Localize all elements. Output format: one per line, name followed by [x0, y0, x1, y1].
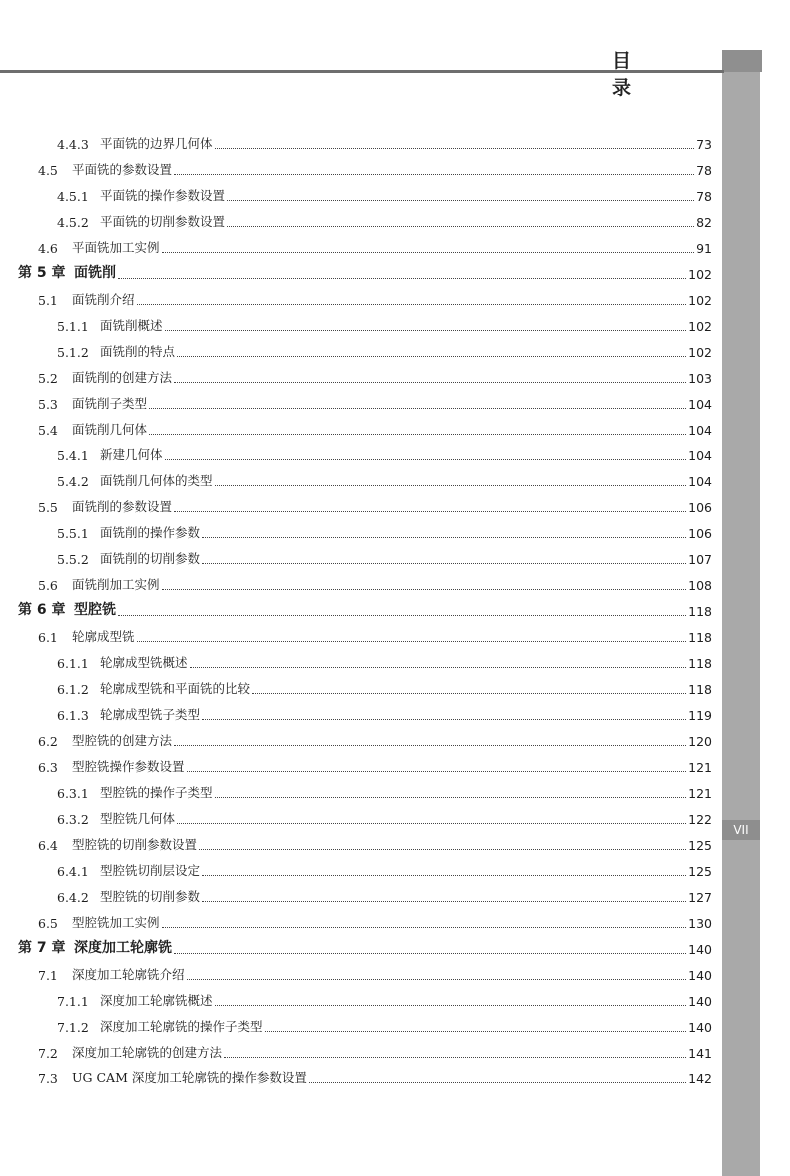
dot-leader: [174, 953, 686, 954]
toc-entry[interactable]: [0, 126, 712, 152]
toc-entry-title: 面铣削加工实例: [72, 577, 160, 593]
toc-entry-page: 106: [688, 500, 712, 516]
toc-entry[interactable]: [0, 619, 712, 645]
toc-entry[interactable]: [0, 334, 712, 360]
toc-entry-title: 轮廓成型铣子类型: [100, 707, 201, 723]
toc-entry-page: 91: [696, 240, 712, 256]
toc-entry-page: 102: [688, 344, 712, 360]
toc-entry-page: 140: [688, 1019, 712, 1035]
toc-entry-number: 5.6: [38, 578, 58, 594]
toc-entry-title: 面铣削子类型: [72, 395, 148, 411]
toc-entry-page: 121: [688, 785, 712, 801]
toc-entry-page: 140: [688, 967, 712, 983]
toc-entry-page: 119: [688, 708, 712, 724]
toc-entry-number: 第 5 章: [18, 264, 66, 281]
toc-entry[interactable]: [0, 438, 712, 464]
dot-leader: [137, 641, 687, 642]
toc-entry-page: 78: [696, 188, 712, 204]
dot-leader: [174, 382, 686, 383]
toc-entry-title: 面铣削几何体: [72, 421, 148, 437]
toc-entry[interactable]: [0, 541, 712, 567]
table-of-contents: [0, 126, 712, 1086]
dot-leader: [215, 797, 687, 798]
dot-leader: [215, 1005, 687, 1006]
toc-entry-number: 第 7 章: [18, 939, 66, 956]
toc-entry-page: 103: [688, 370, 712, 386]
dot-leader: [202, 537, 686, 538]
toc-entry-page: 118: [688, 656, 712, 672]
toc-entry-title: 轮廓成型铣概述: [100, 655, 188, 671]
toc-entry-page: 104: [688, 396, 712, 412]
dot-leader: [177, 356, 686, 357]
toc-entry-number: 4.5: [38, 162, 58, 178]
page-folio: VII: [722, 820, 760, 840]
toc-entry-number: 5.4.1: [57, 448, 89, 464]
toc-entry-number: 7.3: [38, 1071, 58, 1087]
toc-entry-number: 6.2: [38, 734, 58, 749]
toc-entry[interactable]: [0, 1035, 712, 1061]
toc-chapter-entry[interactable]: [0, 931, 712, 957]
toc-entry[interactable]: [0, 697, 712, 723]
toc-entry-title: 轮廓成型铣: [72, 629, 135, 645]
dot-leader: [118, 615, 686, 616]
dot-leader: [227, 226, 694, 227]
toc-entry-page: 140: [688, 993, 712, 1009]
toc-entry-page: 118: [688, 604, 712, 620]
toc-entry[interactable]: [0, 1061, 712, 1087]
toc-entry[interactable]: [0, 853, 712, 879]
toc-entry-title: 面铣削的操作参数: [100, 525, 201, 541]
side-tab-bar: [722, 50, 760, 1176]
side-tab-cap: [722, 50, 762, 72]
dot-leader: [199, 849, 686, 850]
toc-entry[interactable]: [0, 1009, 712, 1035]
toc-entry-number: 5.4: [38, 422, 58, 438]
toc-entry-page: 125: [688, 863, 712, 879]
toc-entry-title: 型腔铣的切削参数设置: [72, 836, 198, 852]
toc-entry[interactable]: [0, 412, 712, 438]
toc-entry-number: 6.1: [38, 630, 58, 646]
toc-entry-page: 118: [688, 630, 712, 646]
toc-entry-title: 深度加工轮廓铣概述: [100, 992, 213, 1008]
dot-leader: [118, 278, 686, 279]
dot-leader: [202, 563, 686, 564]
toc-entry-page: 108: [688, 578, 712, 594]
dot-leader: [149, 408, 686, 409]
toc-entry-page: 141: [688, 1045, 712, 1061]
toc-entry-page: 73: [696, 136, 712, 152]
toc-entry[interactable]: [0, 360, 712, 386]
toc-entry-number: 6.3: [38, 759, 58, 775]
toc-entry[interactable]: [0, 879, 712, 905]
toc-entry[interactable]: [0, 801, 712, 827]
toc-entry-page: 106: [688, 526, 712, 542]
toc-entry-page: 78: [696, 162, 712, 178]
dot-leader: [202, 901, 686, 902]
toc-entry[interactable]: [0, 230, 712, 256]
toc-entry-title: 型腔铣的创建方法: [72, 733, 173, 748]
toc-entry-number: 5.5.1: [57, 526, 89, 542]
toc-entry-title: 轮廓成型铣和平面铣的比较: [100, 681, 251, 697]
toc-entry-page: 125: [688, 837, 712, 853]
toc-entry-title: 平面铣的参数设置: [72, 161, 173, 177]
toc-entry-number: 6.1.3: [57, 708, 89, 724]
toc-entry[interactable]: [0, 905, 712, 931]
toc-entry-title: 深度加工轮廓铣的创建方法: [72, 1044, 223, 1060]
toc-entry-number: 7.2: [38, 1045, 58, 1061]
toc-entry-title: 面铣削几何体的类型: [100, 473, 213, 489]
toc-entry-title: 面铣削的参数设置: [72, 499, 173, 515]
page-title: 目 录: [612, 50, 652, 99]
toc-entry-number: 第 6 章: [18, 602, 66, 619]
toc-entry-title: 面铣削的特点: [100, 343, 176, 359]
toc-entry[interactable]: [0, 749, 712, 775]
toc-entry-page: 102: [688, 318, 712, 334]
toc-entry-number: 5.2: [38, 370, 58, 386]
toc-entry-title: 面铣削概述: [100, 317, 163, 333]
toc-entry-page: 107: [688, 552, 712, 568]
dot-leader: [187, 979, 687, 980]
toc-entry-number: 4.5.2: [57, 214, 89, 230]
toc-entry-number: 6.4.1: [57, 863, 89, 879]
toc-entry-title: 平面铣的切削参数设置: [100, 213, 226, 229]
toc-chapter-entry[interactable]: [0, 256, 712, 282]
toc-entry-number: 6.1.2: [57, 682, 89, 698]
toc-entry-page: 121: [688, 759, 712, 775]
toc-entry-title: 型腔铣的操作子类型: [100, 784, 213, 800]
dot-leader: [174, 745, 686, 746]
toc-entry-page: 104: [688, 422, 712, 438]
toc-entry-number: 5.1.1: [57, 318, 89, 334]
toc-entry[interactable]: [0, 282, 712, 308]
dot-leader: [202, 719, 686, 720]
toc-entry-title: 平面铣加工实例: [72, 239, 160, 255]
toc-entry-title: 深度加工轮廓铣的操作子类型: [100, 1018, 263, 1034]
toc-entry-page: 142: [688, 1071, 712, 1087]
dot-leader: [309, 1082, 686, 1083]
toc-entry-page: 120: [688, 734, 712, 749]
dot-leader: [137, 304, 687, 305]
toc-entry[interactable]: [0, 308, 712, 334]
toc-entry-number: 5.3: [38, 396, 58, 412]
dot-leader: [215, 485, 687, 486]
dot-leader: [165, 330, 687, 331]
toc-entry-number: 6.4: [38, 837, 58, 853]
dot-leader: [174, 511, 686, 512]
toc-entry-title: 面铣削介绍: [72, 291, 135, 307]
toc-entry-title: 型腔铣的切削参数: [100, 888, 201, 904]
toc-entry-number: 6.5: [38, 915, 58, 931]
dot-leader: [227, 200, 694, 201]
toc-entry-title: 深度加工轮廓铣介绍: [72, 966, 185, 982]
toc-entry[interactable]: [0, 463, 712, 489]
toc-entry[interactable]: [0, 671, 712, 697]
toc-entry[interactable]: [0, 515, 712, 541]
toc-entry[interactable]: [0, 957, 712, 983]
dot-leader: [187, 771, 687, 772]
toc-entry-page: 140: [688, 941, 712, 957]
dot-leader: [252, 693, 686, 694]
dot-leader: [177, 823, 686, 824]
dot-leader: [174, 174, 694, 175]
dot-leader: [190, 667, 687, 668]
toc-chapter-entry[interactable]: [0, 593, 712, 619]
toc-entry[interactable]: [0, 983, 712, 1009]
toc-entry[interactable]: [0, 204, 712, 230]
toc-entry[interactable]: [0, 489, 712, 515]
toc-entry-title: 面铣削: [74, 264, 116, 281]
dot-leader: [215, 148, 695, 149]
toc-entry-page: 104: [688, 474, 712, 490]
toc-entry-number: 4.6: [38, 240, 58, 256]
toc-entry-number: 4.5.1: [57, 188, 89, 204]
dot-leader: [162, 927, 687, 928]
toc-entry-page: 104: [688, 448, 712, 464]
toc-entry-number: 7.1.1: [57, 993, 89, 1009]
toc-entry-number: 7.1.2: [57, 1019, 89, 1035]
toc-entry[interactable]: [0, 178, 712, 204]
toc-entry-number: 6.4.2: [57, 889, 89, 905]
toc-entry-page: 127: [688, 889, 712, 905]
toc-entry-title: 型腔铣: [74, 602, 116, 619]
toc-entry-page: 122: [688, 811, 712, 827]
toc-entry-title: 型腔铣几何体: [100, 810, 176, 826]
toc-entry-page: 102: [688, 266, 712, 282]
dot-leader: [162, 589, 687, 590]
toc-entry-number: 7.1: [38, 967, 58, 983]
toc-entry[interactable]: [0, 723, 712, 749]
toc-entry-title: 平面铣的操作参数设置: [100, 187, 226, 203]
dot-leader: [224, 1057, 686, 1058]
toc-entry-number: 4.4.3: [57, 136, 89, 152]
toc-entry-number: 5.5: [38, 500, 58, 516]
toc-entry-page: 102: [688, 292, 712, 308]
toc-entry[interactable]: [0, 567, 712, 593]
dot-leader: [265, 1031, 687, 1032]
dot-leader: [165, 459, 687, 460]
toc-entry-page: 118: [688, 682, 712, 698]
toc-entry-title: 深度加工轮廓铣: [74, 939, 172, 956]
toc-entry-number: 5.1: [38, 292, 58, 308]
toc-entry-title: 面铣削的创建方法: [72, 369, 173, 385]
toc-entry-number: 5.5.2: [57, 552, 89, 568]
dot-leader: [162, 252, 695, 253]
toc-entry[interactable]: [0, 775, 712, 801]
toc-entry-title: 平面铣的边界几何体: [100, 135, 213, 151]
toc-entry[interactable]: [0, 827, 712, 853]
dot-leader: [149, 434, 686, 435]
toc-entry-number: 6.3.2: [57, 811, 89, 827]
dot-leader: [202, 875, 686, 876]
toc-entry-number: 5.4.2: [57, 474, 89, 490]
toc-entry[interactable]: [0, 645, 712, 671]
toc-entry-number: 5.1.2: [57, 344, 89, 360]
toc-entry-title: 型腔铣加工实例: [72, 914, 160, 930]
toc-entry-title: 面铣削的切削参数: [100, 551, 201, 567]
toc-entry-title: 型腔铣切削层设定: [100, 862, 201, 878]
toc-entry-title: 型腔铣操作参数设置: [72, 758, 185, 774]
toc-entry-number: 6.1.1: [57, 656, 89, 672]
toc-entry[interactable]: [0, 152, 712, 178]
toc-entry-page: 130: [688, 915, 712, 931]
toc-entry-page: 82: [696, 214, 712, 230]
toc-entry-title: 新建几何体: [100, 447, 163, 463]
toc-entry[interactable]: [0, 386, 712, 412]
toc-entry-number: 6.3.1: [57, 785, 89, 801]
toc-entry-title: UG CAM 深度加工轮廓铣的操作参数设置: [72, 1070, 307, 1086]
